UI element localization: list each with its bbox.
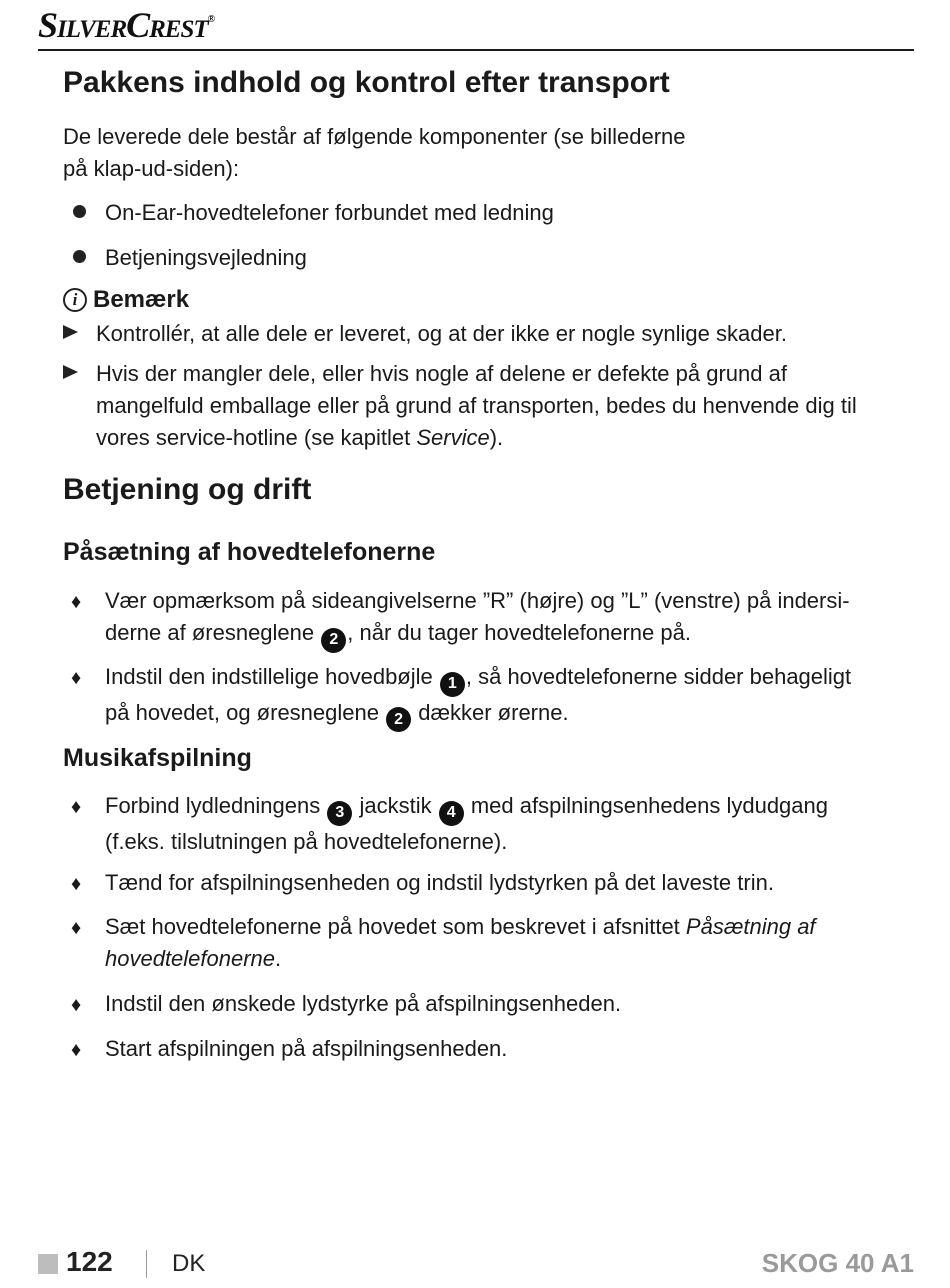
instruction-text: Indstil den ønskede lydstyrke på afspilningsenheden. (105, 991, 622, 1016)
list-item-text: Betjeningsvejledning (105, 245, 307, 270)
page-footer (38, 1244, 914, 1284)
note-item-text (96, 358, 896, 454)
diamond-bullet-icon: ♦ (71, 917, 82, 939)
section-title-operation: Betjening og drift (63, 473, 312, 506)
subsection-title-music: Musikafspilning (63, 744, 252, 772)
instruction-text: Start afspilningen på afspilningsenheden. (105, 1036, 508, 1061)
model-name: SKOG 40 A1 (761, 1248, 914, 1278)
note-item-text: Kontrollér, at alle dele er leveret, og at der ikke er nogle synlige skader. (96, 321, 787, 346)
instruction-text: Forbind lydledningens 3 jackstik 4 med afspilningsenhedens lydudgang (f.eks. tilslutningen på hovedtelefonerne). (105, 793, 829, 854)
diamond-bullet-icon: ♦ (71, 994, 82, 1016)
diamond-bullet-icon: ♦ (71, 1039, 82, 1061)
part-number-badge: 3 (327, 801, 352, 826)
note-title: Bemærk (93, 286, 190, 313)
info-icon: i (63, 288, 87, 312)
diamond-bullet-icon: ♦ (71, 591, 82, 613)
footer-divider (146, 1250, 147, 1278)
bullet-dot-icon (73, 250, 86, 263)
intro-paragraph (63, 121, 686, 185)
arrow-right-icon (63, 365, 78, 379)
part-number-badge: 1 (440, 672, 465, 697)
arrow-right-icon (63, 325, 78, 339)
registered-mark: ® (207, 14, 215, 25)
note-item-line: Hvis der mangler dele, eller hvis nogle af delene er defekte på grund af (96, 361, 787, 386)
intro-line-2: på klap-ud-siden): (63, 156, 240, 181)
page-marker-square (38, 1254, 58, 1274)
subsection-title-fitting: Påsætning af hovedtelefonerne (63, 538, 436, 566)
header-rule (38, 49, 914, 51)
diamond-bullet-icon: ♦ (71, 667, 82, 689)
part-number-badge: 4 (439, 801, 464, 826)
section-title-package-contents: Pakkens indhold og kontrol efter transport (63, 66, 670, 99)
note-item-line: mangelfuld emballage eller på grund af transporten, bedes du henvende dig til (96, 393, 857, 418)
brand-name: SilverCrest (38, 5, 208, 45)
instruction-text: Tænd for afspilningsenheden og indstil lydstyrken på det laveste trin. (105, 870, 774, 895)
note-heading (63, 286, 189, 314)
bullet-dot-icon (73, 205, 86, 218)
section-reference: hovedtelefonerne (105, 946, 276, 971)
diamond-bullet-icon: ♦ (71, 796, 82, 818)
instruction-text: Vær opmærksom på sideangivelserne ”R” (højre) og ”L” (venstre) på indersi- derne af øresneglene 2 , når du tager hovedtelefonerne på. (105, 585, 895, 653)
language-code: DK (172, 1250, 206, 1277)
instruction-text: Indstil den indstillelige hovedbøjle 1 , så hovedtelefonerne sidder behageligt på hovedet, og øresneglene 2 dækker ørerne. (105, 661, 895, 732)
section-reference: Påsætning af (685, 914, 816, 939)
list-item-text: On-Ear-hovedtelefoner forbundet med ledning (105, 200, 554, 225)
note-item-line: vores service-hotline (se kapitlet Service). (96, 425, 504, 450)
instruction-text: Sæt hovedtelefonerne på hovedet som beskrevet i afsnittet Påsætning af hovedtelefonerne. (105, 914, 816, 971)
page-number: 122 (66, 1246, 113, 1277)
part-number-badge: 2 (321, 628, 346, 653)
part-number-badge: 2 (386, 707, 411, 732)
chapter-reference: Service (416, 425, 490, 450)
diamond-bullet-icon: ♦ (71, 873, 82, 895)
intro-line-1: De leverede dele består af følgende komponenter (se billederne (63, 124, 686, 149)
brand-logo (38, 4, 214, 46)
